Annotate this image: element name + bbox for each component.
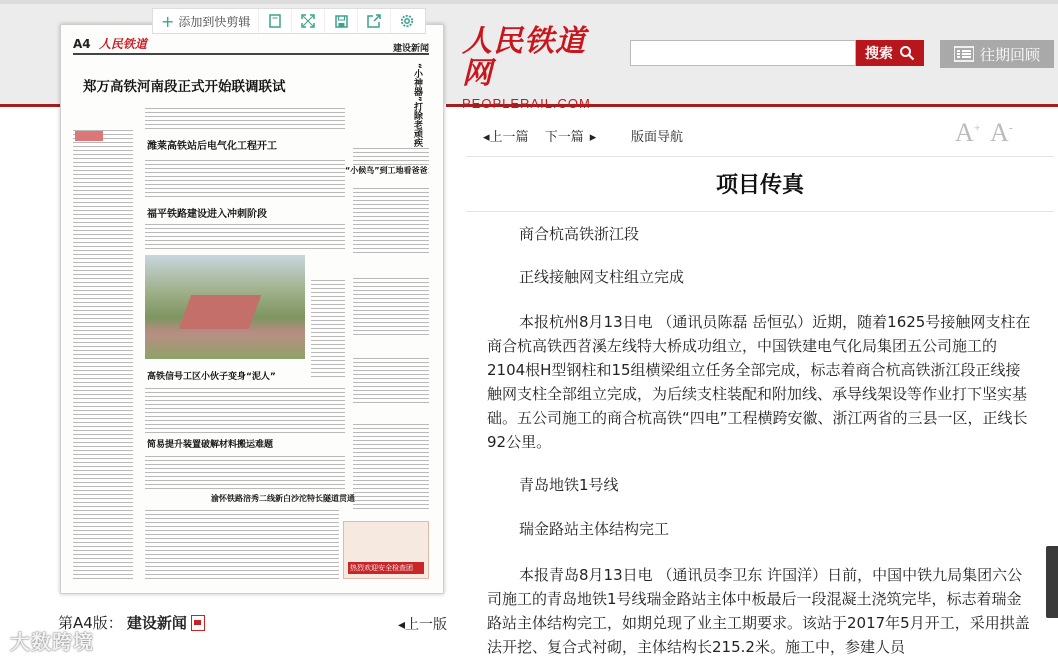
paper-headline: 福平铁路建设进入冲刺阶段 [147,205,267,220]
paper-headline: 潍莱高铁站后电气化工程开工 [147,137,277,152]
paper-column [145,507,339,579]
paper-column [353,275,429,335]
paper-column [145,157,345,197]
site-logo-en: PEOPLERAIL.COM [462,96,591,111]
paper-column [145,105,345,129]
plus-icon: + [973,120,981,135]
side-float-tab[interactable] [1046,546,1058,618]
page-prefix: 第A4版： [58,614,123,632]
add-to-clip-button[interactable] [153,12,258,31]
paper-header [73,35,429,55]
paper-headline: 高铁信号工区小伙子变身“泥人” [147,369,276,382]
archive-button[interactable] [940,40,1054,68]
article-title: 项目传真 [715,173,804,198]
top-strip [0,0,1058,4]
expand-icon [301,14,315,28]
search-input[interactable] [630,40,856,66]
article-subheading: 商合杭高铁浙江段 [519,225,640,243]
site-logo-cn: 人民铁道网 [462,24,586,91]
prev-article-link[interactable]: ◂上一篇 [483,130,529,145]
paper-column [145,453,345,489]
paper-headline: 渝怀铁路涪秀二线新白沙沱特长隧道贯通 [211,494,355,503]
copy-button[interactable] [258,9,291,33]
paper-headline: 郑万高铁河南段正式开始联调联试 [83,75,286,95]
paper-section: 建设新闻 [392,44,429,54]
paper-photo [145,255,305,359]
paper-column [311,277,345,377]
archive-button-label: 往期回顾 [979,45,1040,64]
prev-article-label: 上一篇 [489,130,529,145]
paper-column [145,221,345,251]
article-paragraph: 本报杭州8月13日电 （通讯员陈磊 岳恒弘）近期，随着1625号接触网支柱在商合杭高铁西苕溪左线特大桥成功组立，中国铁建电气化局集团五公司施工的2104根H型钢柱和15组横梁组立任务全部完成，标志着商合杭高铁浙江段正线接触网支柱全部组立完成，为后续支柱装配和附加线、承导线架设等作业打下坚实基础。五公司施工的商合杭高铁“四电”工程横跨安徽、浙江两省的三县一区，正线长92公里。 [487,313,1031,451]
font-larger-label: A [955,118,974,147]
clip-toolbar [152,8,426,34]
share-icon [367,14,381,28]
gear-icon [400,14,414,28]
cartoon-caption: 热烈欢迎安全检查团 [350,564,413,572]
share-button[interactable] [357,9,390,33]
paper-column [73,127,133,579]
paper-headline: “小候鸟”到工地看爸爸 [345,166,428,175]
divider [466,211,1054,212]
add-to-clip-label: 添加到快剪辑 [178,14,251,29]
save-button[interactable] [324,9,357,33]
article-paragraph: 本报青岛8月13日电 （通讯员李卫东 许国洋）日前，中国中铁九局集团六公司施工的青岛地铁1号线瑞金路站主体中板最后一段混凝土浇筑完毕，标志着瑞金路站主体结构完工，如期兑现了业主工期要求。该站于2017年5月开工，采用拱盖法开挖、复合式衬砌，主体结构长215.2米。施工中，参建人员 [487,566,1030,656]
paper-column [353,421,429,511]
next-article-link[interactable]: 下一篇 ▸ [544,130,597,145]
list-icon [954,46,974,62]
font-larger-button[interactable] [955,118,981,148]
site-logo[interactable] [462,24,602,111]
save-icon [335,15,348,28]
article-subheading: 瑞金路站主体结构完工 [519,520,670,538]
paper-masthead: 人民铁道 [98,37,147,51]
paper-tag [75,131,103,141]
minus-icon: - [1008,120,1013,135]
settings-button[interactable] [390,9,423,33]
divider [466,156,1054,157]
article-subheading: 青岛地铁1号线 [519,476,619,494]
prev-page-label: 上一版 [405,617,448,633]
copy-icon [269,14,281,28]
layout-nav-link[interactable]: 版面导航 [631,130,684,145]
header-divider-left [0,104,60,107]
next-article-label: 下一篇 [544,130,584,145]
page-name: 建设新闻 [126,614,187,632]
prev-page-link[interactable]: ◂上一版 [398,617,448,633]
search-icon [899,45,915,61]
plus-icon: + [161,11,175,31]
font-smaller-label: A [990,118,1009,147]
search-button-label: 搜索 [865,46,893,62]
paper-headline: 简易提升装置破解材料搬运难题 [147,437,273,450]
fullscreen-button[interactable] [291,9,324,33]
paper-headline: “小神器”打除老顽疾 [412,63,422,147]
paper-page-num: A4 [73,37,91,51]
search-button[interactable] [856,40,924,66]
article-nav [483,126,602,145]
pdf-icon[interactable] [191,615,205,631]
paper-column [145,385,345,435]
watermark [10,626,94,655]
paper-column [353,355,429,405]
paper-cartoon [343,521,429,579]
article-subheading: 正线接触网支柱组立完成 [519,268,685,286]
newspaper-page-image[interactable] [60,24,444,594]
watermark-text: 大数跨境 [10,630,94,654]
font-smaller-button[interactable] [990,118,1013,148]
paper-column [353,185,429,255]
